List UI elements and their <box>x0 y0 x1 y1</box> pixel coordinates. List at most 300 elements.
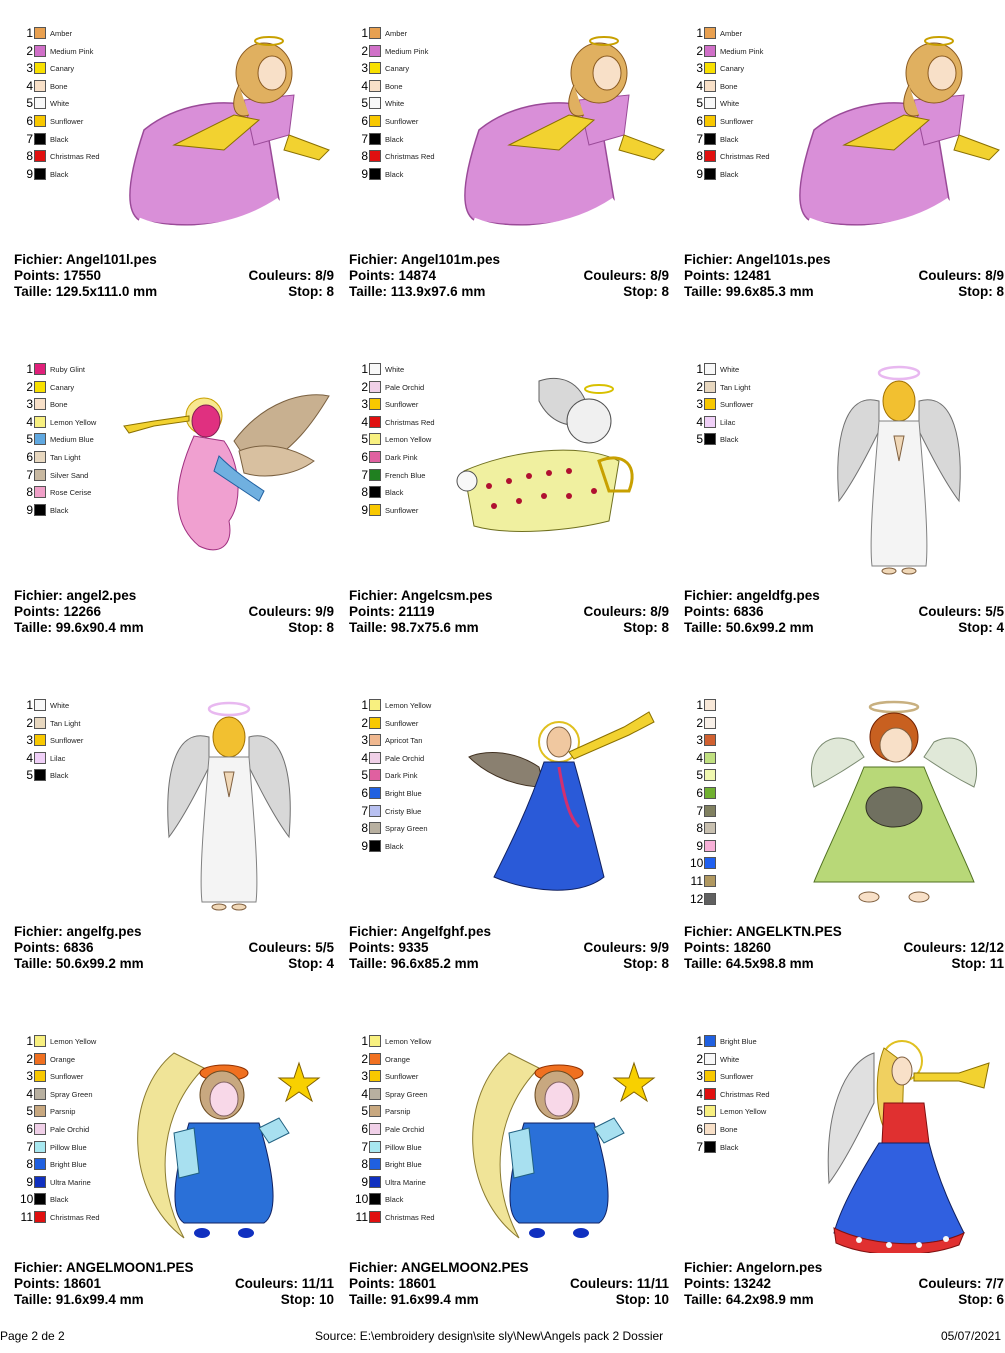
thread-name: Sunflower <box>720 117 754 126</box>
thread-name: Pillow Blue <box>385 1142 422 1152</box>
color-swatch <box>34 752 46 764</box>
thread-color-row <box>355 838 455 855</box>
color-swatch <box>34 1193 46 1205</box>
points-line: Points: 12266 <box>14 604 102 619</box>
thread-name: Black <box>720 435 739 445</box>
stop-value: 8 <box>326 620 334 635</box>
thread-color-row <box>355 1121 455 1138</box>
thread-number: 3 <box>361 61 368 76</box>
thread-name: Lemon Yellow <box>720 1107 767 1117</box>
color-swatch <box>704 1053 716 1065</box>
color-swatch <box>34 717 46 729</box>
thread-number: 9 <box>696 838 703 853</box>
colors-value: 8/9 <box>985 268 1004 283</box>
design-card <box>14 1033 334 1353</box>
thread-color-row <box>355 1209 455 1226</box>
colors-value: 9/9 <box>650 940 669 955</box>
design-info <box>349 588 669 636</box>
thread-color-row <box>690 873 790 890</box>
thread-name: Sunflower <box>385 718 419 728</box>
thread-color-row <box>20 414 120 431</box>
thread-color-row <box>355 1068 455 1085</box>
thread-color-row <box>355 1051 455 1068</box>
thread-name: Christmas Red <box>385 1213 435 1222</box>
size-line: Taille: 91.6x99.4 mm <box>14 1292 144 1307</box>
color-swatch <box>704 699 716 711</box>
thread-color-row <box>20 1051 120 1068</box>
angel-moon-image <box>449 1033 669 1253</box>
color-swatch <box>34 150 46 162</box>
source-path: Source: E:\embroidery design\site sly\New\Angels pack 2 Dossier <box>315 1329 664 1343</box>
design-card <box>14 361 334 681</box>
design-info <box>349 1260 669 1308</box>
thread-number: 1 <box>26 698 33 712</box>
thread-number: 1 <box>26 1034 33 1048</box>
file-line: Fichier: ANGELMOON1.PES <box>14 1260 194 1275</box>
thread-name: Parsnip <box>385 1107 411 1117</box>
thread-name: Black <box>385 1195 404 1205</box>
thread-number: 9 <box>26 166 33 181</box>
color-swatch <box>704 133 716 145</box>
thread-name: Black <box>50 1195 69 1205</box>
color-swatch <box>369 734 381 746</box>
points-value: 17550 <box>63 268 102 283</box>
points-line: Points: 6836 <box>14 940 94 955</box>
color-swatch <box>34 1211 46 1223</box>
thread-color-row <box>690 697 790 714</box>
stop-line: Stop: 10 <box>615 1292 669 1307</box>
thread-number: 9 <box>361 838 368 853</box>
thread-number: 10 <box>20 1192 34 1207</box>
thread-name: Bone <box>720 1125 738 1134</box>
color-swatch <box>369 398 381 410</box>
size-value: 64.2x98.9 mm <box>725 1292 814 1307</box>
color-swatch <box>369 80 381 92</box>
thread-number: 1 <box>361 1034 368 1048</box>
thread-number: 1 <box>696 26 703 40</box>
color-swatch <box>369 1176 381 1188</box>
color-swatch <box>704 416 716 428</box>
thread-color-row <box>20 750 120 767</box>
thread-number: 8 <box>361 485 368 500</box>
thread-color-row <box>355 361 455 378</box>
thread-color-row <box>690 732 790 749</box>
size-line: Taille: 96.6x85.2 mm <box>349 956 479 971</box>
color-swatch <box>369 1070 381 1082</box>
thread-number: 7 <box>361 467 368 482</box>
thread-name: Silver Sand <box>50 470 89 480</box>
thread-number: 1 <box>361 26 368 40</box>
thread-name: Bone <box>720 81 738 91</box>
thread-color-row <box>690 25 790 42</box>
thread-name: Lemon Yellow <box>385 1037 432 1046</box>
thread-color-row <box>690 148 790 165</box>
thread-color-row <box>20 697 120 714</box>
design-info <box>349 924 669 972</box>
thread-number: 2 <box>696 715 703 730</box>
thread-name: Bone <box>50 81 68 91</box>
thread-number: 3 <box>361 1069 368 1084</box>
thread-color-row <box>690 1033 790 1050</box>
page-footer <box>0 1329 1005 1345</box>
thread-name: Amber <box>385 29 408 38</box>
thread-number: 1 <box>696 362 703 376</box>
thread-number: 11 <box>20 1210 33 1224</box>
thread-number: 4 <box>696 750 703 765</box>
stop-value: 8 <box>661 284 669 299</box>
points-line: Points: 18601 <box>349 1276 437 1291</box>
thread-name: Black <box>50 134 69 144</box>
colors-value: 8/9 <box>650 268 669 283</box>
design-card <box>349 697 669 1017</box>
thread-number: 6 <box>26 114 33 128</box>
thread-name: Bone <box>385 81 403 91</box>
thread-number: 8 <box>361 821 368 836</box>
thread-color-row <box>690 43 790 60</box>
thread-color-row <box>20 166 120 183</box>
color-swatch <box>34 469 46 481</box>
thread-color-row <box>20 715 120 732</box>
colors-line: Couleurs: 5/5 <box>918 604 1004 619</box>
thread-name: Sunflower <box>385 505 419 515</box>
thread-name: Tan Light <box>50 453 81 462</box>
design-info <box>14 588 334 636</box>
colors-value: 5/5 <box>985 604 1004 619</box>
thread-name: Lemon Yellow <box>50 417 97 427</box>
thread-color-row <box>20 1068 120 1085</box>
color-swatch <box>34 1070 46 1082</box>
color-swatch <box>34 398 46 410</box>
thread-number: 5 <box>696 96 703 111</box>
thread-number: 7 <box>696 803 703 818</box>
size-line: Taille: 99.6x90.4 mm <box>14 620 144 635</box>
thread-number: 1 <box>26 362 33 376</box>
thread-number: 8 <box>361 1157 368 1172</box>
thread-number: 8 <box>26 1157 33 1172</box>
thread-name: Lilac <box>720 417 736 427</box>
thread-color-row <box>690 715 790 732</box>
size-line: Taille: 113.9x97.6 mm <box>349 284 486 299</box>
stop-value: 4 <box>996 620 1004 635</box>
color-swatch <box>369 45 381 57</box>
color-swatch <box>704 1123 716 1135</box>
thread-color-row <box>20 25 120 42</box>
file-name: Angelorn.pes <box>736 1260 823 1275</box>
colors-line: Couleurs: 8/9 <box>583 604 669 619</box>
color-swatch <box>369 752 381 764</box>
stop-line: Stop: 8 <box>288 284 334 299</box>
design-info <box>14 924 334 972</box>
thread-color-row <box>355 1191 455 1208</box>
thread-name: Bone <box>50 400 68 410</box>
colors-value: 11/11 <box>636 1276 669 1291</box>
thread-number: 1 <box>696 698 703 712</box>
color-swatch <box>34 1035 46 1047</box>
stop-value: 6 <box>996 1292 1004 1307</box>
size-value: 98.7x75.6 mm <box>390 620 479 635</box>
file-line: Fichier: Angelfghf.pes <box>349 924 492 939</box>
stop-line: Stop: 8 <box>623 620 669 635</box>
color-swatch <box>704 734 716 746</box>
thread-color-row <box>355 1086 455 1103</box>
points-value: 18601 <box>398 1276 437 1291</box>
design-info <box>14 252 334 300</box>
color-swatch <box>704 857 716 869</box>
thread-name: Christmas Red <box>720 152 770 162</box>
angel-pray-image <box>784 361 1004 581</box>
thread-color-row <box>690 891 790 908</box>
design-card <box>14 697 334 1017</box>
thread-color-row <box>690 767 790 784</box>
thread-number: 2 <box>361 379 368 394</box>
thread-number: 12 <box>690 891 704 906</box>
thread-number: 9 <box>361 502 368 517</box>
angel-fly-image <box>784 25 1004 245</box>
color-swatch <box>704 1035 716 1047</box>
size-value: 129.5x111.0 mm <box>55 284 158 299</box>
thread-name: Medium Pink <box>720 46 764 56</box>
colors-value: 7/7 <box>985 1276 1004 1291</box>
colors-line: Couleurs: 8/9 <box>918 268 1004 283</box>
file-line: Fichier: Angel101s.pes <box>684 252 831 267</box>
thread-number: 5 <box>696 768 703 783</box>
thread-name: Bright Blue <box>720 1037 757 1046</box>
thread-name: Apricot Tan <box>385 736 423 746</box>
thread-number: 2 <box>696 43 703 58</box>
thread-color-row <box>20 1086 120 1103</box>
stop-line: Stop: 4 <box>288 956 334 971</box>
thread-number: 7 <box>26 1139 33 1154</box>
thread-name: Christmas Red <box>385 417 435 427</box>
thread-color-row <box>355 502 455 519</box>
stop-line: Stop: 4 <box>958 620 1004 635</box>
stop-value: 10 <box>318 1292 334 1307</box>
thread-number: 6 <box>26 1122 33 1136</box>
thread-color-row <box>690 414 790 431</box>
size-value: 96.6x85.2 mm <box>390 956 479 971</box>
thread-name: Medium Pink <box>50 46 94 56</box>
color-swatch <box>34 97 46 109</box>
points-value: 6836 <box>733 604 764 619</box>
thread-name: Lemon Yellow <box>385 701 432 710</box>
thread-number: 4 <box>696 414 703 429</box>
thread-color-row <box>355 449 455 466</box>
stop-line: Stop: 11 <box>951 956 1004 971</box>
thread-color-row <box>355 60 455 77</box>
thread-color-row <box>355 750 455 767</box>
thread-number: 2 <box>26 379 33 394</box>
thread-color-row <box>20 1174 120 1191</box>
color-swatch <box>34 1176 46 1188</box>
colors-line: Couleurs: 8/9 <box>583 268 669 283</box>
thread-color-row <box>690 1103 790 1120</box>
stop-value: 11 <box>989 956 1004 971</box>
thread-color-row <box>20 43 120 60</box>
thread-color-row <box>20 767 120 784</box>
size-value: 50.6x99.2 mm <box>725 620 814 635</box>
color-swatch <box>704 168 716 180</box>
thread-number: 3 <box>361 397 368 412</box>
thread-number: 5 <box>26 96 33 111</box>
thread-name: Bright Blue <box>385 789 422 798</box>
file-line: Fichier: Angel101l.pes <box>14 252 157 267</box>
thread-color-row <box>20 1139 120 1156</box>
colors-value: 8/9 <box>315 268 334 283</box>
color-swatch <box>369 433 381 445</box>
thread-number: 4 <box>26 414 33 429</box>
stop-line: Stop: 8 <box>288 620 334 635</box>
points-value: 14874 <box>398 268 437 283</box>
design-card <box>349 25 669 345</box>
angel-horn-image <box>784 1033 1004 1253</box>
thread-name: Black <box>385 134 404 144</box>
thread-number: 3 <box>696 733 703 748</box>
thread-name: Canary <box>50 382 75 392</box>
colors-line: Couleurs: 11/11 <box>234 1276 334 1291</box>
thread-color-row <box>690 78 790 95</box>
thread-color-row <box>690 785 790 802</box>
size-line: Taille: 91.6x99.4 mm <box>349 1292 479 1307</box>
thread-color-row <box>20 361 120 378</box>
color-swatch <box>704 150 716 162</box>
thread-number: 10 <box>690 856 704 871</box>
thread-color-row <box>20 1156 120 1173</box>
thread-name: White <box>720 1054 740 1064</box>
thread-number: 10 <box>355 1192 369 1207</box>
color-swatch <box>369 416 381 428</box>
thread-number: 6 <box>361 786 368 800</box>
thread-number: 2 <box>696 379 703 394</box>
colors-line: Couleurs: 12/12 <box>903 940 1004 955</box>
thread-number: 3 <box>361 733 368 748</box>
thread-color-row <box>355 113 455 130</box>
thread-number: 8 <box>696 821 703 836</box>
thread-number: 8 <box>361 149 368 164</box>
thread-name: Sunflower <box>385 1072 419 1082</box>
thread-number: 5 <box>361 768 368 783</box>
thread-number: 5 <box>696 1104 703 1119</box>
color-swatch <box>34 1088 46 1100</box>
thread-color-row <box>690 113 790 130</box>
thread-number: 6 <box>696 786 703 800</box>
thread-color-row <box>355 1174 455 1191</box>
thread-name: Ultra Marine <box>50 1177 91 1187</box>
size-value: 91.6x99.4 mm <box>55 1292 144 1307</box>
colors-line: Couleurs: 9/9 <box>583 940 669 955</box>
color-swatch <box>369 1088 381 1100</box>
thread-name: Tan Light <box>720 382 751 392</box>
thread-name: Pale Orchid <box>385 1125 425 1134</box>
angel-fly-image <box>449 25 669 245</box>
file-name: angel2.pes <box>66 588 137 603</box>
stop-line: Stop: 8 <box>623 956 669 971</box>
thread-number: 4 <box>361 1086 368 1101</box>
thread-color-row <box>20 1121 120 1138</box>
thread-name: Bright Blue <box>385 1160 422 1170</box>
design-card <box>349 361 669 681</box>
color-swatch <box>704 822 716 834</box>
thread-color-row <box>690 60 790 77</box>
thread-name: Parsnip <box>50 1107 76 1117</box>
colors-value: 8/9 <box>650 604 669 619</box>
thread-color-row <box>690 361 790 378</box>
design-info <box>684 924 1004 972</box>
stop-value: 10 <box>653 1292 669 1307</box>
color-swatch <box>34 133 46 145</box>
thread-number: 3 <box>696 1069 703 1084</box>
thread-color-row <box>690 820 790 837</box>
thread-number: 4 <box>696 78 703 93</box>
color-swatch <box>34 699 46 711</box>
thread-number: 7 <box>696 1139 703 1154</box>
thread-name: Sunflower <box>720 1072 754 1082</box>
size-line: Taille: 64.5x98.8 mm <box>684 956 814 971</box>
thread-number: 2 <box>361 715 368 730</box>
design-card <box>684 25 1004 345</box>
file-name: Angelfghf.pes <box>401 924 492 939</box>
thread-name: White <box>385 99 405 109</box>
color-swatch <box>369 1105 381 1117</box>
file-line: Fichier: angelfg.pes <box>14 924 142 939</box>
color-swatch <box>369 769 381 781</box>
color-swatch <box>369 1053 381 1065</box>
thread-number: 1 <box>361 362 368 376</box>
thread-number: 4 <box>361 78 368 93</box>
points-value: 12481 <box>733 268 772 283</box>
thread-name: Pale Orchid <box>385 753 425 763</box>
thread-number: 9 <box>26 1174 33 1189</box>
thread-name: Sunflower <box>50 117 84 126</box>
colors-value: 9/9 <box>315 604 334 619</box>
design-card <box>684 1033 1004 1353</box>
thread-color-row <box>20 732 120 749</box>
thread-color-row <box>355 697 455 714</box>
color-swatch <box>369 469 381 481</box>
color-swatch <box>34 168 46 180</box>
design-card <box>14 25 334 345</box>
color-swatch <box>369 1158 381 1170</box>
thread-number: 4 <box>26 1086 33 1101</box>
thread-number: 5 <box>26 768 33 783</box>
file-name: angeldfg.pes <box>736 588 820 603</box>
file-name: ANGELMOON2.PES <box>401 1260 529 1275</box>
color-swatch <box>34 1105 46 1117</box>
points-line: Points: 18601 <box>14 1276 102 1291</box>
angel-kitten-image <box>784 697 1004 917</box>
thread-color-row <box>355 131 455 148</box>
colors-value: 12/12 <box>970 940 1004 955</box>
size-line: Taille: 50.6x99.2 mm <box>684 620 814 635</box>
color-swatch <box>369 840 381 852</box>
color-swatch <box>34 1123 46 1135</box>
thread-name: Amber <box>720 29 743 38</box>
color-swatch <box>369 1123 381 1135</box>
design-card <box>684 697 1004 1017</box>
thread-color-row <box>690 1086 790 1103</box>
color-swatch <box>34 1158 46 1170</box>
thread-color-row <box>20 449 120 466</box>
thread-number: 2 <box>26 43 33 58</box>
color-swatch <box>704 1141 716 1153</box>
color-swatch <box>34 80 46 92</box>
thread-name: Black <box>385 841 404 851</box>
thread-name: Christmas Red <box>720 1089 770 1099</box>
points-line: Points: 9335 <box>349 940 429 955</box>
thread-color-row <box>690 1051 790 1068</box>
design-info <box>349 252 669 300</box>
thread-number: 8 <box>26 485 33 500</box>
thread-name: Black <box>50 771 69 781</box>
